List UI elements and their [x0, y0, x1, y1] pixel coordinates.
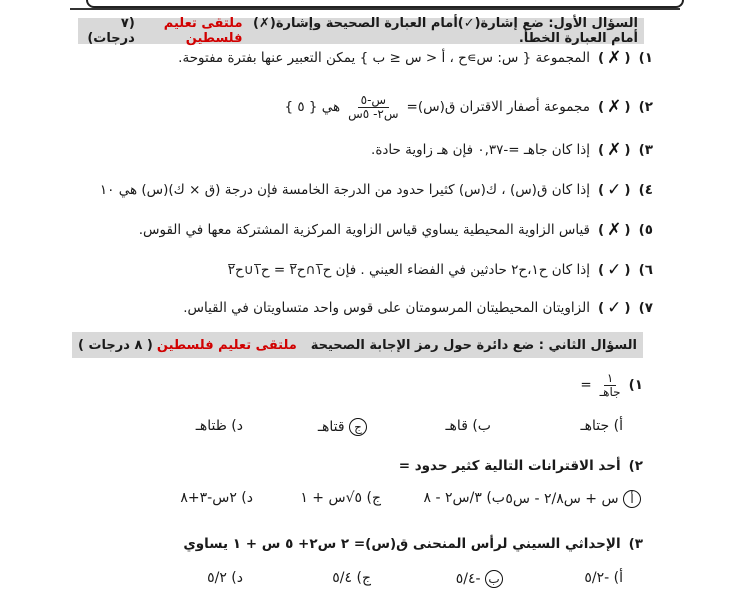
section1-brand: ملتقى تعليم فلسطين	[163, 16, 243, 46]
fraction: $\frac{\text{س-٥}}{\text{س٢- ٥س}}$	[348, 93, 399, 121]
check-mark-icon: ✓	[607, 298, 622, 318]
answer-box[interactable]: ( ✗ )	[597, 220, 631, 240]
statement-text: إذا كان ق(س) ، ك(س) كثيرا حدود من الدرجة الخامسة فإن درجة (ق × ك)(س) هي ١٠	[99, 182, 590, 198]
statement-text: مجموعة أصفار الاقتران ق(س)=	[406, 99, 590, 116]
section1-title: السؤال الأول: ضع إشارة(✓)أمام العبارة الصحيحة وإشارة(✗) أمام العبارة الخطأ.	[253, 16, 638, 46]
option-d[interactable]: د) ٥/٢	[207, 570, 243, 586]
option-b[interactable]: ب) قاهـ	[445, 418, 491, 434]
answer-box[interactable]: ( ✓ )	[597, 298, 631, 318]
cross-mark-icon: ✗	[607, 140, 622, 160]
page-top-border	[86, 0, 684, 8]
option-b[interactable]: ب -٥/٤	[456, 570, 503, 588]
statement-text: إذا كان جاهـ =-٠,٣٧ فإن هـ زاوية حادة.	[371, 142, 590, 158]
check-mark-icon: ✓	[607, 260, 622, 280]
option-c[interactable]: ج) ٥√س + ١	[300, 490, 381, 506]
option-d[interactable]: د) ٢س-٣+٨	[180, 490, 253, 506]
selected-answer-circle: ب	[485, 570, 503, 588]
question-2-2: ٢) أحد الاقترانات التالية كثير حدود =	[398, 458, 643, 474]
fraction: $\frac{١}{\text{جاهـ}}$	[599, 371, 621, 399]
option-a[interactable]: أ) -٥/٢	[584, 570, 623, 586]
option-a[interactable]: أ س + س٢/٨ - س٥	[505, 490, 641, 508]
section2-title: السؤال الثاني : ضع دائرة حول رمز الإجابة الصحيحة	[310, 337, 637, 353]
section2-points: ( ٨ درجات )	[78, 337, 153, 353]
answer-box[interactable]: ( ✓ )	[597, 260, 631, 280]
statement-text: قياس الزاوية المحيطية يساوي قياس الزاوية المركزية المشتركة معها في القوس.	[138, 222, 590, 238]
answer-box[interactable]: ( ✓ )	[597, 180, 631, 200]
question-1-3: ٣) ( ✗ ) إذا كان جاهـ =-٠,٣٧ فإن هـ زاوية حادة.	[371, 140, 653, 160]
divider	[70, 8, 680, 10]
statement-text: إذا كان ح١،ح٢ حادثين في الفضاء العيني . فإن ح̅١∩ح̅٢ = ح̅١∪ح̅٢	[227, 262, 590, 278]
question-1-4: ٤) ( ✓ ) إذا كان ق(س) ، ك(س) كثيرا حدود من الدرجة الخامسة فإن درجة (ق × ك)(س) هي ١٠	[99, 180, 653, 200]
statement-text: هي { ٥ }	[284, 99, 341, 116]
question-2-3: ٣) الإحداثي السيني لرأس المنحنى ق(س)= ٢ س٢+ ٥ س + ١ يساوي	[183, 536, 643, 552]
answer-box[interactable]: ( ✗ )	[597, 48, 631, 68]
cross-mark-icon: ✗	[607, 220, 622, 240]
question-1-7: ٧) ( ✓ ) الزاويتان المحيطيتان المرسومتان على قوس واحد متساويتان في القياس.	[183, 298, 653, 318]
section1-points: (٧ درجات)	[87, 16, 135, 46]
question-2-1: ١) $\frac{١}{\text{جاهـ}}$ =	[580, 371, 643, 399]
question-1-5: ٥) ( ✗ ) قياس الزاوية المحيطية يساوي قياس الزاوية المركزية المشتركة معها في القوس.	[138, 220, 653, 240]
section2-header	[72, 332, 643, 358]
section2-brand: ملتقى تعليم فلسطين	[156, 337, 297, 353]
statement-text: المجموعة { س: س∍ح ، أ < س ≤ ب } يمكن التعبير عنها بفترة مفتوحة.	[178, 50, 590, 66]
answer-box[interactable]: ( ✗ )	[597, 140, 631, 160]
answer-box[interactable]: ( ✗ )	[597, 97, 631, 118]
option-b[interactable]: ب) ٣/س٢ - ٨	[423, 490, 505, 506]
question-1-6: ٦) ( ✓ ) إذا كان ح١،ح٢ حادثين في الفضاء العيني . فإن ح̅١∩ح̅٢ = ح̅١∪ح̅٢	[227, 260, 653, 280]
check-mark-icon: ✓	[607, 180, 622, 200]
section1-header	[78, 18, 644, 44]
question-1-2: ٢) ( ✗ ) مجموعة أصفار الاقتران ق(س)= $\frac{\text{س-٥}}{\text{س٢- ٥س}}$ هي { ٥ }	[284, 93, 653, 121]
selected-answer-circle: ج	[349, 418, 367, 436]
option-c[interactable]: ج قتاهـ	[318, 418, 367, 436]
option-c[interactable]: ج) ٥/٤	[332, 570, 371, 586]
option-d[interactable]: د) ظتاهـ	[195, 418, 243, 434]
statement-text: الزاويتان المحيطيتان المرسومتان على قوس واحد متساويتان في القياس.	[183, 300, 590, 316]
cross-mark-icon: ✗	[607, 48, 622, 68]
selected-answer-circle: أ	[623, 490, 641, 508]
option-a[interactable]: أ) جتاهـ	[580, 418, 623, 434]
cross-mark-icon: ✗	[607, 97, 622, 118]
question-1-1: ١) ( ✗ ) المجموعة { س: س∍ح ، أ < س ≤ ب } يمكن التعبير عنها بفترة مفتوحة.	[178, 48, 653, 68]
